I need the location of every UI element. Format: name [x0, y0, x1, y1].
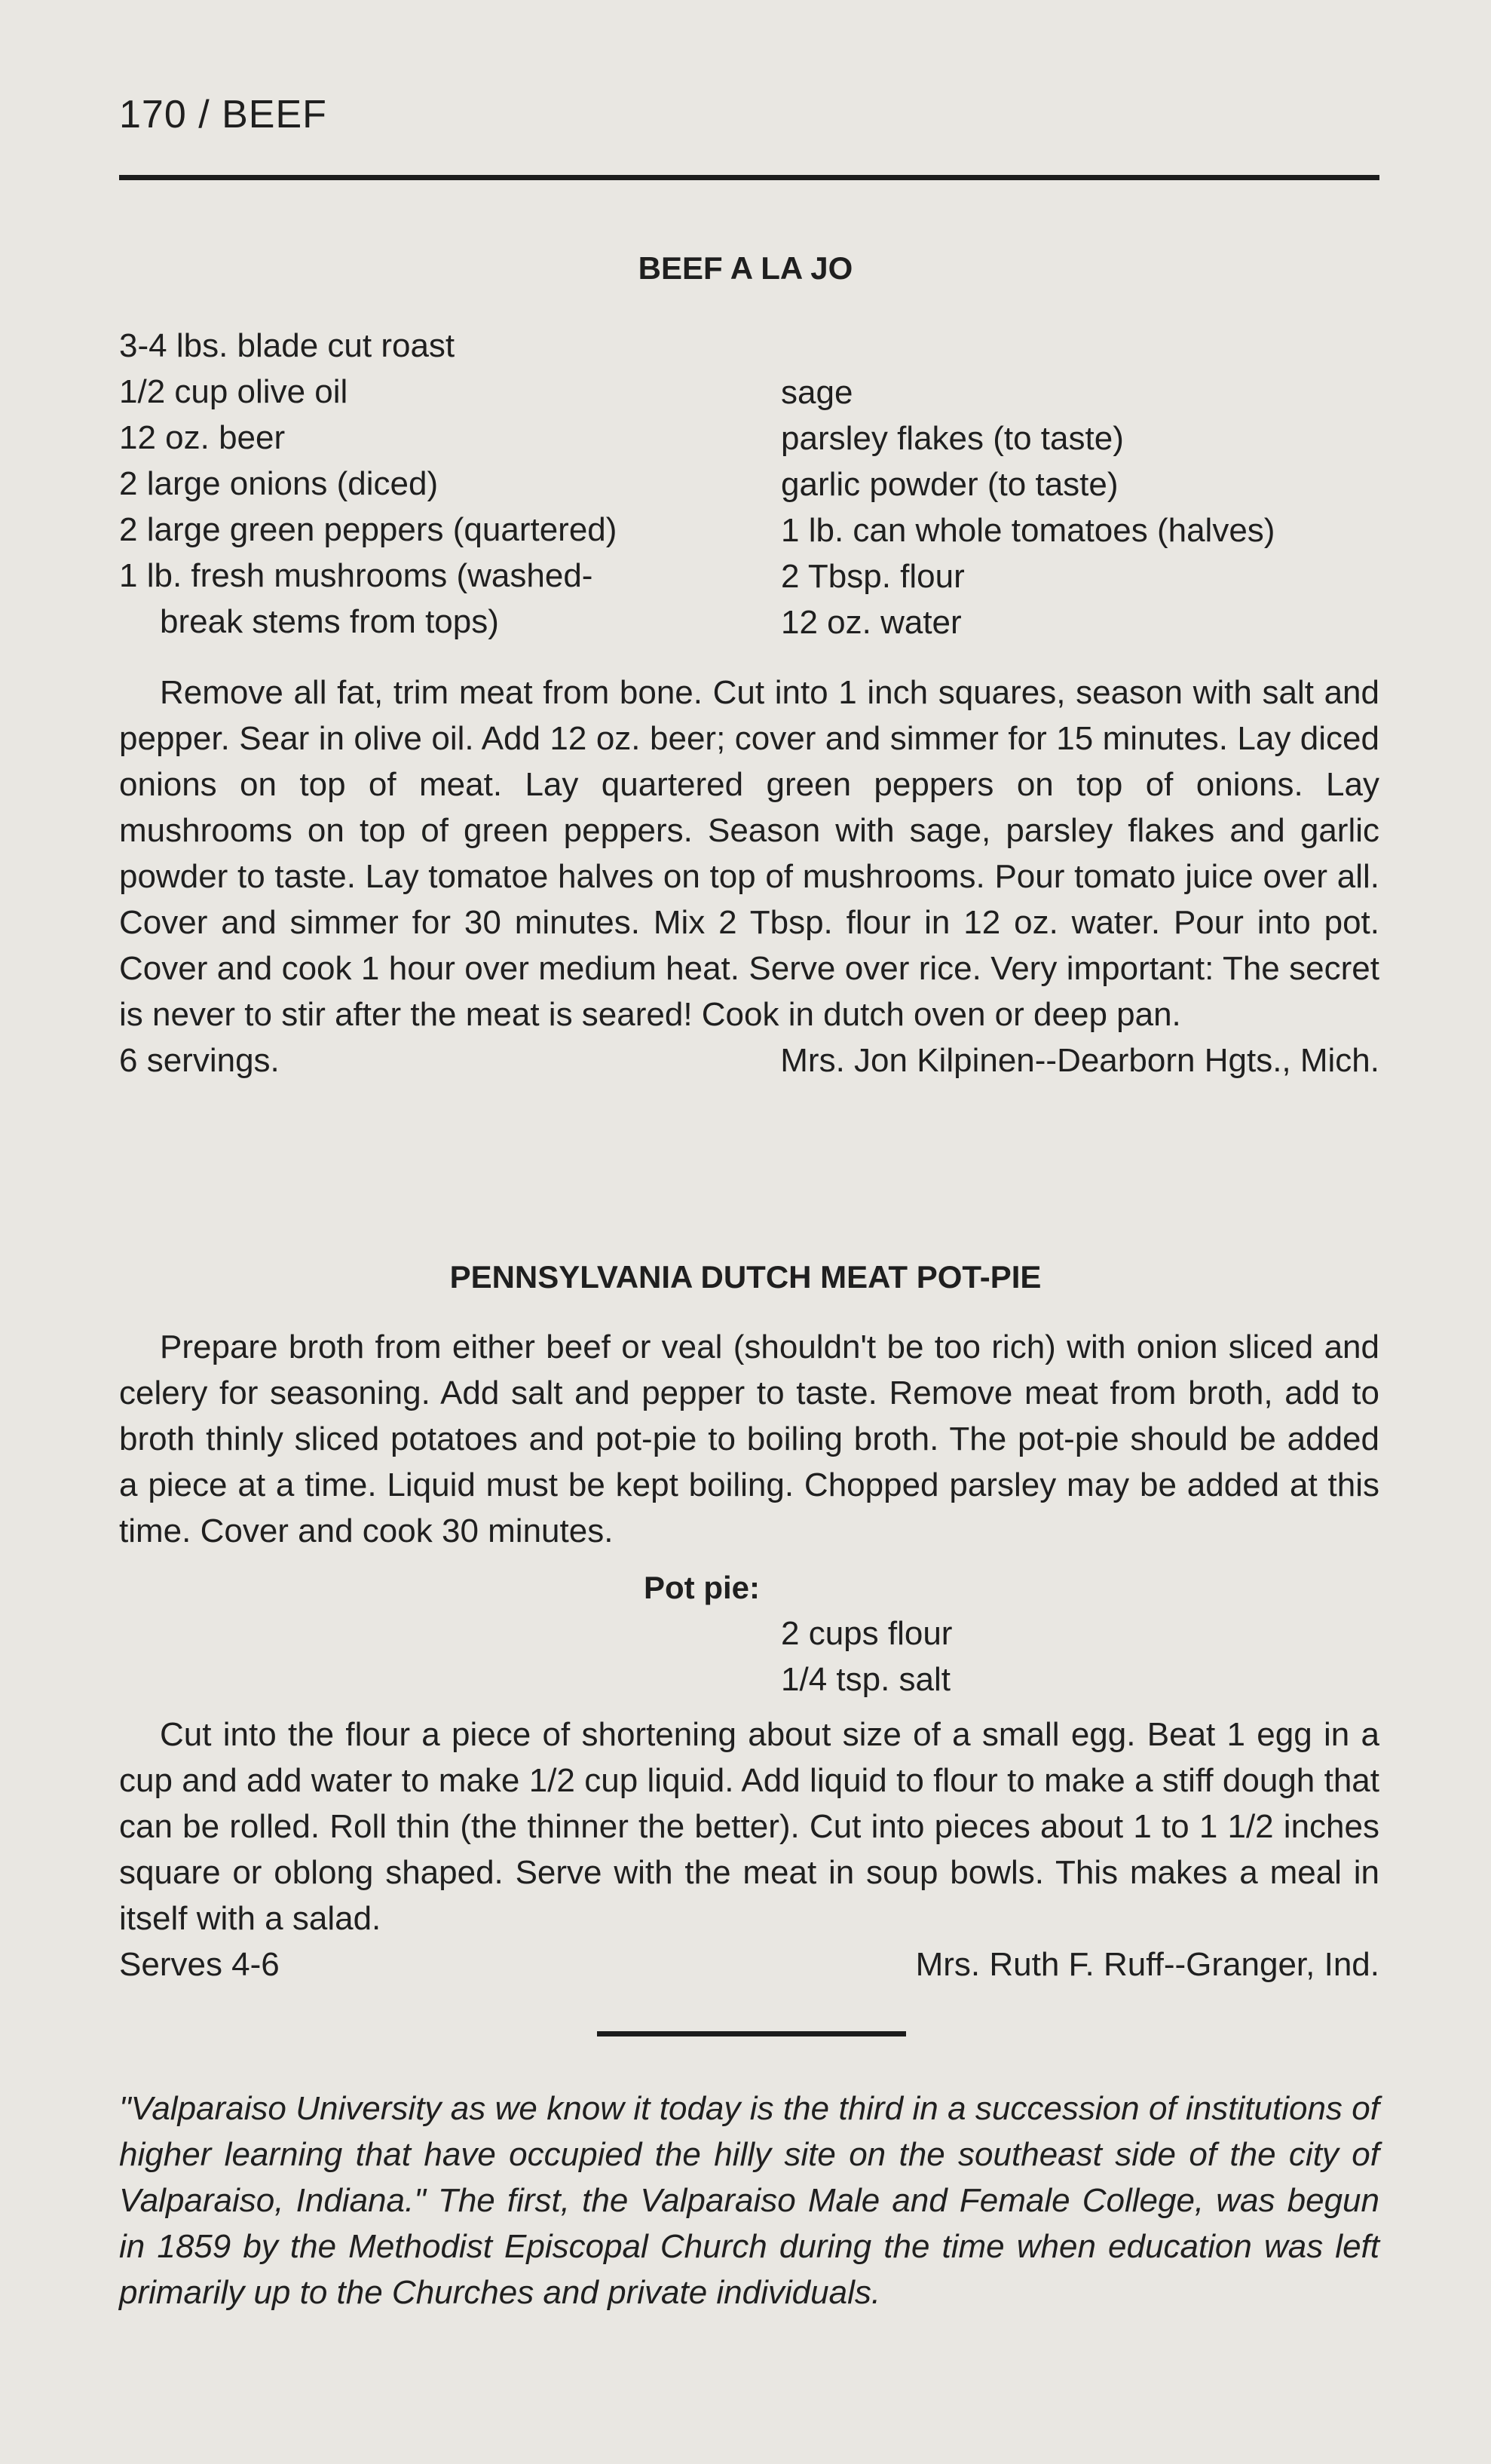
ingredient: 1 lb. fresh mushrooms (washed- [119, 557, 593, 594]
recipe-title-beef-a-la-jo: BEEF A LA JO [638, 250, 853, 286]
ingredient: 2 cups flour [781, 1615, 953, 1652]
ingredient: 12 oz. beer [119, 419, 286, 456]
ingredient: 3-4 lbs. blade cut roast [119, 327, 455, 364]
ingredient: 12 oz. water [781, 604, 962, 641]
ingredient: 2 large green peppers (quartered) [119, 511, 617, 548]
recipe1-servings: 6 servings. [119, 1042, 280, 1079]
recipe2-directions-1: Prepare broth from either beef or veal (shouldn't be too rich) with onion sliced and celery for seasoning. Add salt and pepper to taste. Remove meat from broth, add to broth thinly sliced potatoes and pot-pie to boiling broth. The pot-pie should be added a piece at a time. Liquid must be kept boiling. Chopped parsley may be added at this time. Cover and cook 30 minutes. [119, 1329, 1379, 1549]
ingredient: 2 Tbsp. flour [781, 558, 965, 595]
recipe-title-pot-pie: PENNSYLVANIA DUTCH MEAT POT-PIE [449, 1259, 1042, 1295]
recipe2-signature-row [119, 1941, 1379, 1987]
recipe2-directions-2: Cut into the flour a piece of shortening about size of a small egg. Beat 1 egg in a cup and add water to make 1/2 cup liquid. Add liquid to flour to make a stiff dough that can be rolled. Roll thin (the thinner the better). Cut into pieces about 1 to 1 1/2 inches square or oblong shaped. Serve with the meat in soup bowls. This makes a meal in itself with a salad. [119, 1716, 1379, 1937]
ingredient: 1/4 tsp. salt [781, 1661, 951, 1698]
ingredient: parsley flakes (to taste) [781, 420, 1124, 457]
recipe1-directions: Remove all fat, trim meat from bone. Cut into 1 inch squares, season with salt and pepper. Sear in olive oil. Add 12 oz. beer; cover and simmer for 15 minutes. Lay diced onions on top of meat. Lay quartered green peppers on top of onions. Lay mushrooms on top of green peppers. Season with sage, parsley flakes and garlic powder to taste. Lay tomatoe halves on top of mushrooms. Pour tomato juice over all. Cover and simmer for 30 minutes. Mix 2 Tbsp. flour in 12 oz. water. Pour into pot. Cover and cook 1 hour over medium heat. Serve over rice. Very important: The secret is never to stir after the meat is seared! Cook in dutch oven or deep pan. [119, 674, 1379, 1033]
ingredient: sage [781, 374, 853, 411]
recipe2-directions-1-block [119, 1324, 1379, 1554]
ingredients-right-column [781, 369, 1275, 645]
ingredient: 2 large onions (diced) [119, 465, 439, 502]
ingredient: 1/2 cup olive oil [119, 373, 348, 410]
recipe1-contributor: Mrs. Jon Kilpinen--Dearborn Hgts., Mich. [780, 1042, 1379, 1079]
section-divider [597, 2031, 906, 2036]
recipe2-servings: Serves 4-6 [119, 1946, 280, 1983]
recipe2-contributor: Mrs. Ruth F. Ruff--Granger, Ind. [915, 1946, 1379, 1983]
ingredient-continuation: break stems from tops) [160, 603, 499, 640]
potpie-ingredients [781, 1610, 952, 1702]
recipe2-directions-2-block [119, 1712, 1379, 1987]
ingredients-left-column [119, 323, 617, 645]
page-header: 170 / BEEF [119, 93, 327, 136]
recipe1-signature-row [119, 1037, 1379, 1083]
recipe1-directions-block [119, 670, 1379, 1083]
ingredient: garlic powder (to taste) [781, 466, 1119, 503]
history-quote: "Valparaiso University as we know it today is the third in a succession of institutions of higher learning that have occupied the hilly site on the southeast side of the city of Valparaiso, Indiana." The first, the Valparaiso Male and Female College, was begun in 1859 by the Methodist Episcopal Church during the time when education was left primarily up to the Churches and private individuals. [119, 2090, 1379, 2311]
header-rule [119, 175, 1379, 180]
potpie-label: Pot pie: [644, 1570, 760, 1605]
ingredient: 1 lb. can whole tomatoes (halves) [781, 512, 1275, 549]
